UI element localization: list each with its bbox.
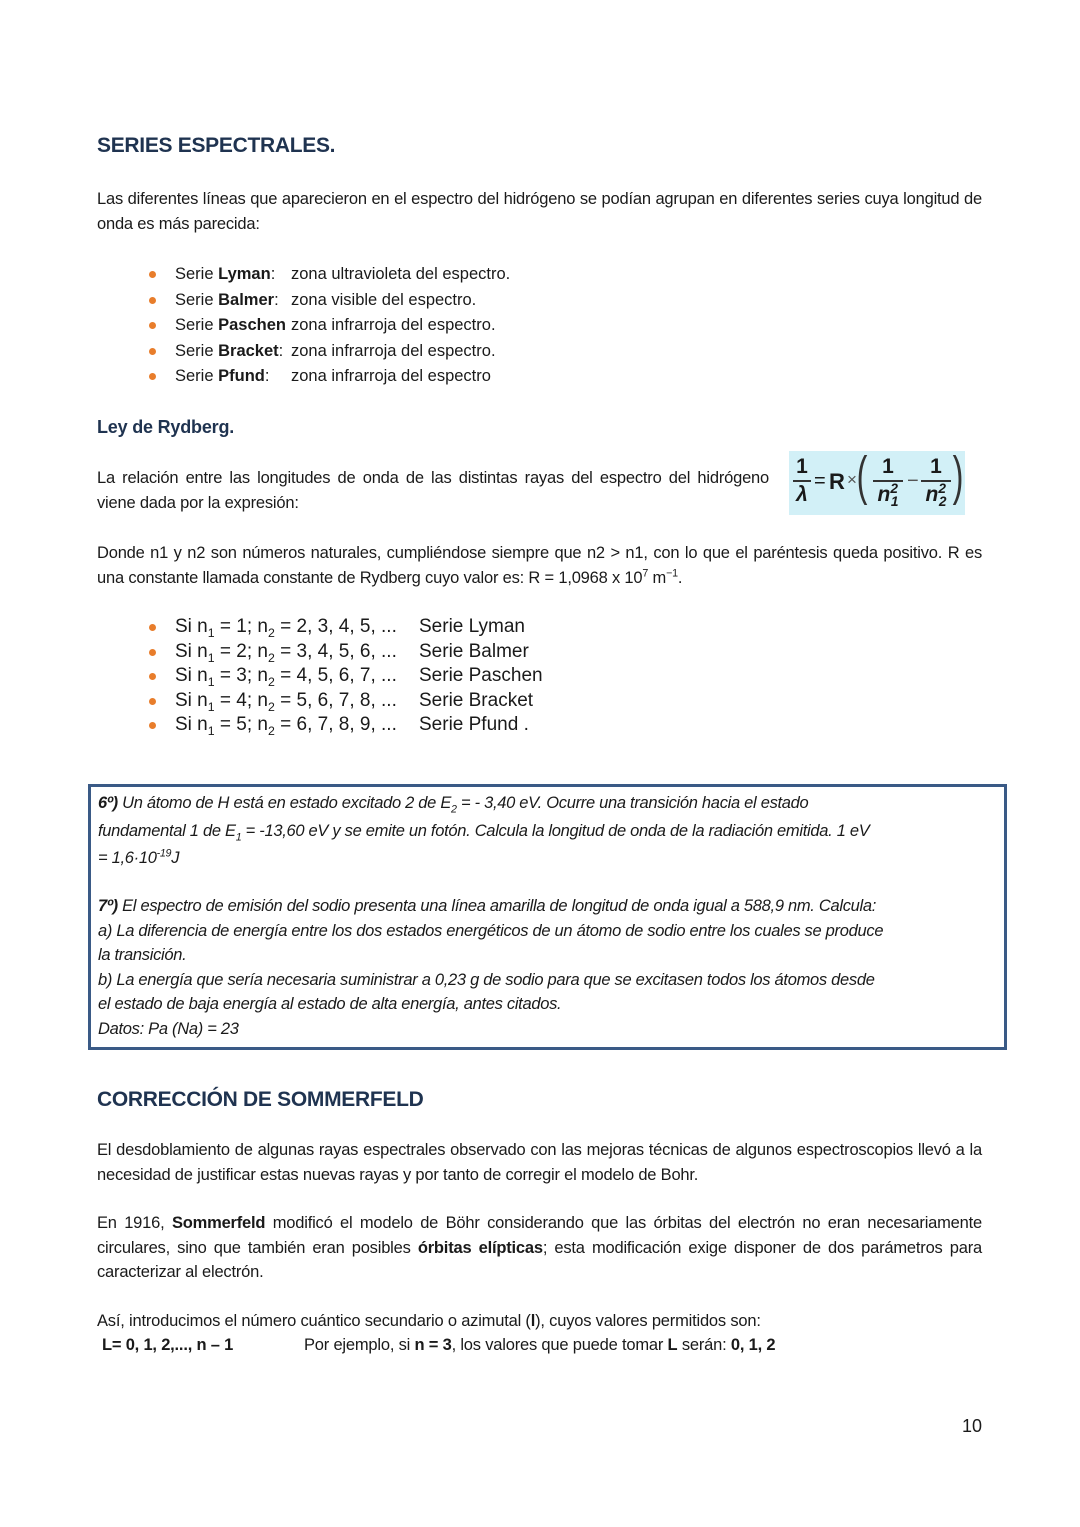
bullet-icon [149,698,156,705]
rule-item-paschen: Si $n_1 = 3$; $n_2 = 4$, 5, 6, 7, ... Serie Paschen [175,664,543,689]
bullet-icon [149,673,156,680]
series-item-bracket: Serie Bracket: zona infrarroja del espectro. [175,339,510,365]
formula-term-n1: 1 $n^2_1$ [873,455,903,507]
bullet-icon [149,624,156,631]
exercise-6-line-2: fundamental 1 de $E_1 = -13,60$ eV y se emite un fotón. Calcula la longitud de onda de la radiación emitida. 1 eV [98,822,870,844]
exercise-6-label: 6º) [98,794,118,812]
exercise-7-part-b: b) La energía que sería necesaria suministrar a 0,23 g de sodio para que se excitasen todos los átomos desde [98,970,875,989]
formula-lhs-fraction: 1 λ [793,455,811,507]
rule-item-pfund: Si $n_1 = 5$; $n_2 = 6$, 7, 8, 9, ... Serie Pfund . [175,713,543,738]
series-item-balmer: Serie Balmer: zona visible del espectro. [175,288,510,314]
rule-item-balmer: Si $n_1 = 2$; $n_2 = 3$, 4, 5, 6, ... Serie Balmer [175,640,543,665]
formula-term-n2: 1 $n^2_2$ [921,455,951,507]
formula-constant-r: R [829,469,845,494]
bullet-icon [149,373,156,380]
series-item-lyman: Serie Lyman: zona ultravioleta del espectro. [175,262,510,288]
bullet-icon [149,271,156,278]
series-item-paschen: Serie Paschen zona infrarroja del espectro. [175,313,510,339]
rule-item-bracket: Si $n_1 = 4$; $n_2 = 5$, 6, 7, 8, ... Serie Bracket [175,689,543,714]
exercise-6-line-3: = $1,6\cdot 10^{-19}J$ [98,847,180,867]
exercise-7-label: 7º) [98,897,118,915]
rydberg-rules-list [175,615,543,738]
exercise-7-data: Datos: Pa (Na) = 23 [98,1019,239,1038]
series-list [175,262,510,390]
rule-item-lyman: Si $n_1 = 1$; $n_2 = 2$, 3, 4, 5, ... Serie Lyman [175,615,543,640]
exercise-7-part-a: a) La diferencia de energía entre los dos estados energéticos de un átomo de sodio entre los cuales se produce [98,921,884,940]
page-number: 10 [962,1416,983,1436]
rydberg-explanation-paragraph: Donde n1 y n2 son números naturales, cumpliéndose siempre que n2 > n1, con lo que el paréntesis queda positivo. R es una constante llamada constante de Rydberg cuyo valor es: R = 1,0968 x $10^7$ $m^{-1}$. [97,544,982,587]
bullet-icon [149,297,156,304]
sommerfeld-paragraph-1: El desdoblamiento de algunas rayas espectrales observado con las mejoras técnicas de algunos espectroscopios llevó a la necesidad de justificar estas nuevas rayas y por tanto de corregir el modelo de Bohr. [97,1141,982,1184]
exercise-6: 6º) Un átomo de H está en estado excitado 2 de $E_2$ = - 3,40 eV. Ocurre una transición hacia el estado [98,794,809,816]
bullet-icon [149,348,156,355]
bullet-icon [149,322,156,329]
rydberg-intro-paragraph: La relación entre las longitudes de onda de las distintas rayas del espectro del hidrógeno viene dada por la expresión: [97,469,769,512]
bullet-icon [149,722,156,729]
subsection-title-ley-rydberg: Ley de Rydberg. [97,417,235,437]
sommerfeld-paragraph-2: En 1916, Sommerfeld modificó el modelo de Böhr considerando que las órbitas del electrón no eran necesariamente circulares, sino que también eran posibles órbitas elípticas; esta modificación exige disponer de dos parámetros para caracterizar al electrón. [97,1214,982,1281]
section-title-correccion-sommerfeld: CORRECCIÓN DE SOMMERFELD [97,1088,424,1111]
rydberg-formula: 1 λ = R × ( 1 $n^2_1$ − 1 $n^2_2$ ) [789,451,965,515]
bullet-icon [149,649,156,656]
azimuthal-rule: L= 0, 1, 2,..., n – 1 Por ejemplo, si n = 3, los valores que puede tomar L serán: 0, 1, 2 [102,1336,776,1354]
exercise-7: 7º) El espectro de emisión del sodio presenta una línea amarilla de longitud de onda igual a 588,9 nm. Calcula: a) La diferencia de energía entre los dos estados energéticos de un átomo de sodio entre los cuales se produce la transición. b) La energía que sería necesaria suministrar a 0,23 g de sodio para que se excitasen todos los átomos desde el estado de baja energía al estado de alta energía, antes citados. Datos: Pa (Na) = 23 [98,894,988,1041]
sommerfeld-paragraph-3: Así, introducimos el número cuántico secundario o azimutal (l), cuyos valores permitidos son: [97,1312,761,1330]
series-item-pfund: Serie Pfund: zona infrarroja del espectro [175,364,510,390]
series-intro-paragraph: Las diferentes líneas que aparecieron en el espectro del hidrógeno se podían agrupan en diferentes series cuya longitud de onda es más parecida: [97,190,982,233]
section-title-series-espectrales: SERIES ESPECTRALES. [97,134,336,157]
